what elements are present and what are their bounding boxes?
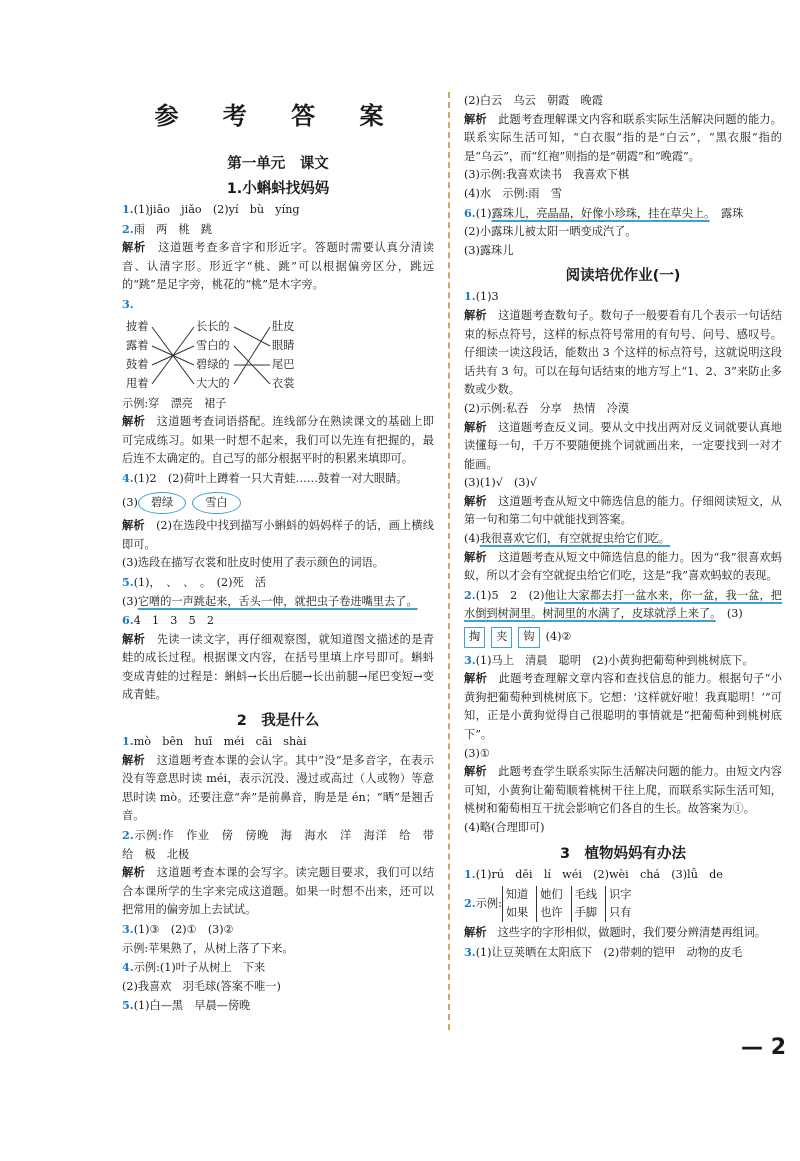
match-word: 碧绿的 [196,357,230,371]
question-number: 2. [464,587,476,602]
boxed-word: 掏 [464,627,485,648]
section-heading: 第一单元 课文 [227,156,329,172]
answer-line [122,611,434,631]
question-number: 6. [464,205,476,220]
answer-line [122,395,434,414]
analysis-paragraph [122,413,434,469]
analysis-label: 解析 [122,415,146,429]
match-word: 大大的 [196,376,230,390]
match-lines [122,317,422,393]
word: 也许 [540,906,563,920]
answer-line [122,826,446,864]
answer-line [122,220,434,240]
answer-text: 这道题考查本课的会写字。读完题目要求，我们可以结合本课所学的生字来完成这道题。如果一时想不出来，还可以把常用的偏旁加上去试试。 [122,866,434,917]
answer-text: (2)在选段中找到描写小蝌蚪的妈妈样子的话，画上横线即可。 [122,519,434,551]
match-word: 鼓着 [126,357,149,371]
answer-text: 先读一读文字，再仔细观察图，就知道图文描述的是青蛙的成长过程。根据课文内容，在括号里填上序号即可。蝌蚪变成青蛙的过程是：蝌蚪→长出后腿→长出前腿→尾巴变短→变成青蛙。 [122,632,434,702]
analysis-label: 解析 [464,672,488,686]
answer-text: 这道题考查从短文中筛选信息的能力。因为“我”很喜欢蚂蚁，所以才会有空就捉虫给它们吃，这是“我”喜欢蚂蚁的表现。 [464,550,782,583]
answer-line [464,530,782,549]
answer-line [122,593,434,612]
word: 手脚 [574,906,598,920]
word: 她们 [540,888,563,902]
analysis-paragraph [464,549,782,586]
page-number: — 2 [741,1035,786,1060]
answer-text: (1)2 (2)荷叶上蹲着一只大青蛙……鼓着一对大眼睛。 [133,471,408,485]
underlined-sentence: 他让大家都去打一盆水来，你一盆，我一盆，把水倒到树洞里。树洞里的水满了，皮球就浮上来了。 [464,588,782,621]
answer-text: (1)马上 清晨 聪明 (2)小黄狗把葡萄种到桃树底下。 [475,653,754,667]
boxed-answers [464,627,782,648]
word-pair [571,886,597,922]
word-pair [502,886,528,922]
analysis-paragraph [122,631,434,705]
analysis-paragraph [464,763,782,819]
answer-line [464,223,782,242]
analysis-label: 解析 [464,550,487,564]
analysis-paragraph [464,670,782,744]
match-word: 眼睛 [272,338,295,352]
question-number: 5. [122,998,134,1013]
question-number: 3. [464,652,476,667]
analysis-label: 解析 [464,420,487,434]
ellipse-answers [122,492,434,515]
section-heading: 阅读培优作业(一) [565,268,681,285]
word: 如果 [505,906,529,920]
match-word: 甩着 [126,376,149,390]
answer-text: (1)3 [475,290,499,304]
word: 毛线 [574,888,598,902]
answer-text: 这道题考查从短文中筛选信息的能力。仔细阅读短文，从第一句和第二句中就能找到答案。 [464,494,782,527]
question-number: 4. [122,960,134,975]
answer-line [464,185,782,204]
answer-text: (2)示例:私吞 分享 热情 冷漠 [464,401,630,415]
analysis-label: 解析 [122,241,147,255]
circled-word: 雪白 [192,492,240,515]
answer-text: (1)5 2 (2) [475,588,545,602]
column-divider [448,92,450,1030]
answer-line [122,200,434,220]
answer-line [122,996,434,1016]
match-word: 肚皮 [272,319,295,333]
question-number: 1. [122,734,134,749]
question-number: 1. [464,289,476,304]
answer-text: (3)露珠儿 [464,243,514,257]
analysis-paragraph [464,307,782,400]
answer-text: 示例:(1)叶子从树上 下来 [133,961,266,975]
answer-text: (1)③ (2)① (3)② [133,923,234,936]
answer-line [122,920,434,940]
answer-line [464,287,782,307]
answer-text: 此题考查学生联系实际生活解决问题的能力。由短文内容可知，小黄狗让葡萄顺着桃树干往上爬，而联系实际生活可知，桃树和葡萄相互干扰会影响它们各自的生长。故答案为①。 [464,765,782,816]
analysis-label: 解析 [122,866,146,880]
answer-text: (2)白云 乌云 朝霞 晚霞 [464,94,603,107]
answer-line [464,943,782,963]
word: 知道 [505,888,529,902]
answer-text: (4) [464,532,480,546]
answer-line [464,204,782,224]
answer-line [122,978,434,997]
brace-answers [464,886,782,922]
boxed-word: 夹 [491,627,512,648]
analysis-label: 解析 [122,632,146,646]
answer-text: (3)① [464,746,490,760]
word: 识字 [609,888,632,902]
question-number: 3. [464,944,476,959]
answer-text: (2)我喜欢 羽毛球(答案不唯一) [122,979,281,993]
match-word: 衣裳 [272,376,295,390]
answer-text: 此题考查理解课文内容和联系实际生活解决问题的能力。联系实际生活可知，“白衣服”指的是“白云”，“黑衣服”指的是“乌云”，而“红袍”则指的是“朝霞”和“晚霞”。 [464,112,782,163]
underlined-sentence: 它噌的一声跳起来，舌头一伸，就把虫子卷进嘴里去了。 [137,594,418,608]
answer-text: 这道题考查多音字和形近字。答题时需要认真分清读音、认清字形。形近字“桃、跳”可以根据偏旁区分，跳远的“跳”是足字旁，桃花的“桃”是木字旁。 [122,241,434,292]
answer-text: (1)rú dēi lí wéi (2)wèi chá (3)lǚ de [475,867,723,881]
analysis-label: 解析 [464,765,487,779]
answer-text: 此题考查理解文章内容和查找信息的能力。根据句子“小黄狗把葡萄种到桃树底下。它想：‘这样就好啦！我真聪明！’”可知，正是小黄狗觉得自己很聪明的事情就是“把葡萄种到桃树底下”。 [464,672,782,741]
answer-line [122,554,434,573]
answer-text: 雨 两 桃 跳 [133,222,213,236]
match-line [234,327,270,346]
answer-text: 这道题考查反义词。要从文中找出两对反义词就要认真地读懂每一句，千万不要随便挑个词就画出来，一定要找到一对才能画。 [464,420,782,471]
answer-line [122,958,434,978]
match-word: 披着 [126,319,149,333]
analysis-label: 解析 [464,926,487,940]
answer-text: (1)让豆荚晒在太阳底下 (2)带刺的铠甲 动物的皮毛 [475,945,743,959]
match-word: 雪白的 [196,338,230,352]
question-number: 3. [122,296,134,311]
matching-exercise [122,317,422,393]
answer-text: 示例:作 作业 傍 傍晚 海 海水 洋 海洋 给 带 给 极 北极 [122,829,446,861]
page-title: 参 考 答 案 [154,102,402,130]
analysis-label: 解析 [464,308,487,322]
word: 只有 [609,906,632,920]
answer-text: (1)jiāo jiǎo (2)yí bù yíng [133,203,300,216]
question-number: 2. [464,896,476,911]
answer-line [122,732,434,752]
answer-line [464,865,782,885]
answer-text: (3) [122,594,138,608]
question-number: 6. [122,613,134,628]
question-number: 2. [122,221,134,236]
left-column [122,148,446,1016]
analysis-paragraph [122,864,434,920]
question-number: 1. [122,202,134,216]
answer-text: 这些字的字形相似，做题时，我们要分辨清楚再组词。 [497,926,767,940]
analysis-paragraph [122,517,434,554]
analysis-label: 解析 [122,753,146,767]
question-number: 5. [122,574,134,589]
answer-suffix: (4)② [545,630,572,644]
answer-text: (2)小露珠儿被太阳一晒变成汽了。 [464,225,637,239]
match-line [234,327,270,384]
answer-line [464,400,782,419]
answer-line [464,92,782,111]
analysis-label: 解析 [464,112,487,126]
answer-text: (3)示例:我喜欢读书 我喜欢下棋 [464,168,630,182]
match-word: 长长的 [196,319,230,333]
underlined-sentence: 我很喜欢它们，有空就捉虫给它们吃。 [479,532,671,546]
circled-word: 碧绿 [138,492,186,515]
question-number: 4. [122,470,134,485]
right-column [464,92,782,962]
question-number: 2. [122,828,134,843]
answer-text: (1)， 、 、 。 (2)死 活 [133,575,267,589]
analysis-paragraph [122,239,434,295]
match-word: 尾巴 [272,357,295,371]
answer-suffix: 露珠 [709,206,744,220]
answer-suffix: (3) [715,607,743,621]
answer-line [464,242,782,261]
answer-line [464,166,782,185]
boxed-word: 钩 [518,627,539,648]
answer-line [122,469,434,489]
answer-line [122,573,434,593]
answer-text: 示例:苹果熟了，从树上落了下来。 [122,941,294,955]
answer-text: (1)白—黑 早晨—傍晚 [133,999,251,1013]
answer-text: mò bēn huī méi cāi shài [133,735,307,749]
analysis-paragraph [464,493,782,530]
answer-prefix: 示例: [475,897,502,911]
analysis-paragraph [464,924,782,943]
answer-line [464,745,782,764]
answer-text: (3)(1)√ (3)√ [464,476,537,490]
section-heading: 1.小蝌蚪找妈妈 [226,181,330,197]
answer-line [122,940,434,959]
analysis-paragraph [122,752,434,826]
section-heading: 2 我是什么 [236,713,320,730]
answer-text: 4 1 3 5 2 [133,614,215,628]
analysis-label: 解析 [122,519,145,533]
answer-line [464,586,782,624]
question-number: 1. [464,866,476,881]
question-number: 3. [122,922,134,936]
answer-prefix: (3) [122,495,138,509]
answer-text: (3)选段在描写衣裳和肚皮时使用了表示颜色的词语。 [122,556,384,570]
analysis-paragraph [464,111,782,167]
section-heading: 3 植物妈妈有办法 [559,845,687,862]
answer-line [464,819,782,838]
answer-text: (1) [475,206,492,220]
answer-text: (4)水 示例:雨 雪 [464,186,562,200]
answer-line [464,651,782,671]
word-pair [605,886,631,922]
analysis-label: 解析 [464,494,487,508]
underlined-sentence: 露珠儿，亮晶晶，好像小珍珠，挂在草尖上。 [491,206,710,220]
answer-text: 这道题考查数句子。数句子一般要看有几个表示一句话结束的标点符号，这样的标点符号常用的有句号、问号、感叹号。仔细读一读这段话，能数出 3 个这样的标点符号，这就说明这段话共有 3 句。可以在每句话结束的地方写上“1、2、3”来防止多数或少数。 [464,308,782,397]
answer-text: 这道题考查词语搭配。连线部分在熟读课文的基础上即可完成练习。如果一时想不起来，我们可以先连有把握的，最后连不太确定的。自己写的部分根据平时的积累来填即可。 [122,415,434,466]
analysis-paragraph [464,419,782,475]
answer-text: (4)略(合理即可) [464,820,545,834]
answer-line [122,295,434,315]
answer-line [464,474,782,493]
match-word: 露着 [126,338,149,352]
word-pair [536,886,562,922]
answer-text: 这道题考查本课的会认字。其中“没”是多音字，在表示没有等意思时读 méi，表示沉没、漫过或高过（人或物）等意思时读 mò。还要注意“奔”是前鼻音，朐是是 én；“晒”是翘舌音。 [122,753,434,823]
answer-text: 示例:穿 漂亮 裙子 [122,396,227,410]
